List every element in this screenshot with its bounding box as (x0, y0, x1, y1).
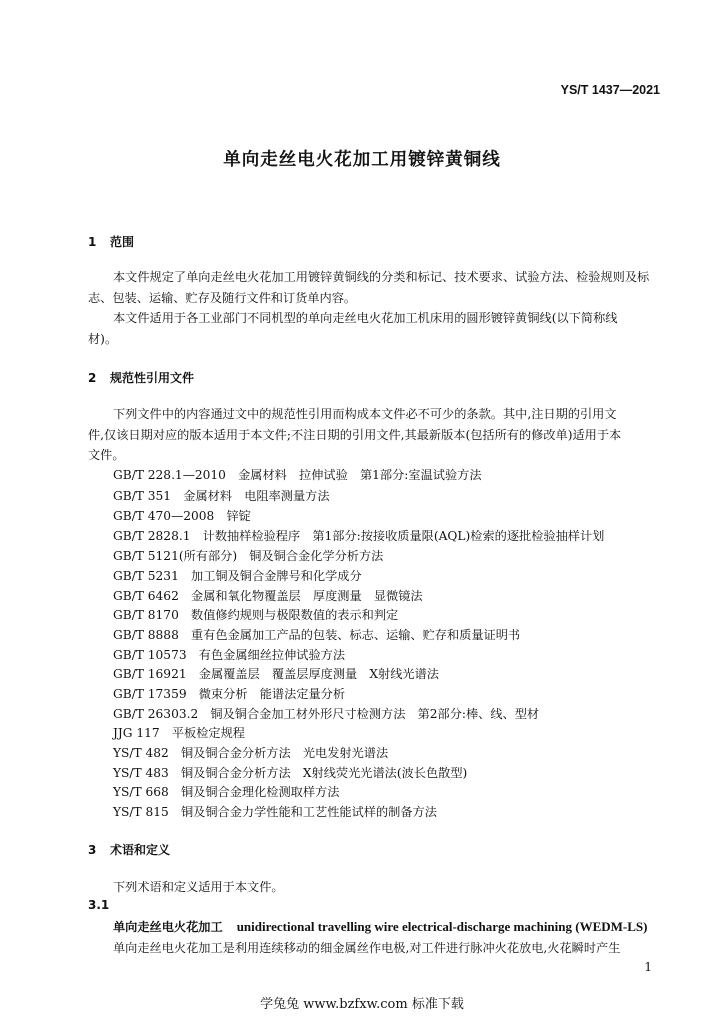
term-chinese: 单向走丝电火花加工 (113, 920, 223, 934)
reference-item: GB/T 16921 金属覆盖层 覆盖层厚度测量 X射线光谱法 (113, 667, 439, 681)
term-english: unidirectional travelling wire electrical-discharge machining (WEDM-LS) (236, 919, 648, 934)
paragraph-line: 材)。 (88, 332, 118, 346)
reference-item: GB/T 26303.2 铜及铜合金加工材外形尺寸检测方法 第2部分:棒、线、型材 (113, 707, 540, 721)
standard-number: YS/T 1437—2021 (560, 83, 660, 97)
reference-item: GB/T 470—2008 锌锭 (113, 509, 251, 523)
paragraph-line: 下列术语和定义适用于本文件。 (113, 880, 284, 894)
document-title: 单向走丝电火花加工用镀锌黄铜线 (223, 150, 501, 170)
reference-item: GB/T 10573 有色金属细丝拉伸试验方法 (113, 648, 346, 662)
reference-item: GB/T 8170 数值修约规则与极限数值的表示和判定 (113, 608, 399, 622)
reference-item: JJG 117 平板检定规程 (113, 726, 245, 740)
section-title: 术语和定义 (110, 843, 171, 857)
reference-item: GB/T 228.1—2010 金属材料 拉伸试验 第1部分:室温试验方法 (113, 468, 482, 482)
paragraph-line: 件,仅该日期对应的版本适用于本文件;不注日期的引用文件,其最新版本(包括所有的修改单)适用于本 (88, 428, 622, 442)
paragraph-line: 志、包装、运输、贮存及随行文件和订货单内容。 (88, 291, 357, 305)
reference-item: GB/T 2828.1 计数抽样检验程序 第1部分:按接收质量限(AQL)检索的逐批检验抽样计划 (113, 529, 605, 543)
reference-item: YS/T 815 铜及铜合金力学性能和工艺性能试样的制备方法 (113, 805, 437, 819)
reference-item: GB/T 5121(所有部分) 铜及铜合金化学分析方法 (113, 549, 384, 563)
page-number: 1 (644, 960, 652, 974)
reference-item: GB/T 17359 微束分析 能谱法定量分析 (113, 687, 346, 701)
section-3-heading (88, 841, 170, 858)
section-title: 规范性引用文件 (110, 371, 195, 385)
term-entry (113, 918, 647, 935)
reference-item: GB/T 8888 重有色金属加工产品的包装、标志、运输、贮存和质量证明书 (113, 628, 521, 642)
section-number: 3 (88, 843, 97, 857)
paragraph-line: 本文件适用于各工业部门不同机型的单向走丝电火花加工机床用的圆形镀锌黄铜线(以下简称线 (113, 311, 618, 325)
section-title: 范围 (110, 235, 135, 249)
section-number: 2 (88, 371, 97, 385)
paragraph-line: 文件。 (88, 448, 125, 462)
reference-item: YS/T 668 铜及铜合金理化检测取样方法 (113, 785, 340, 799)
paragraph-line: 本文件规定了单向走丝电火花加工用镀锌黄铜线的分类和标记、技术要求、试验方法、检验规则及标 (113, 270, 650, 284)
reference-item: YS/T 483 铜及铜合金分析方法 X射线荧光光谱法(波长色散型) (113, 766, 468, 780)
reference-item: GB/T 6462 金属和氧化物覆盖层 厚度测量 显微镜法 (113, 589, 423, 603)
reference-item: GB/T 5231 加工铜及铜合金牌号和化学成分 (113, 569, 362, 583)
section-2-heading (88, 369, 194, 386)
section-number: 1 (88, 235, 97, 249)
paragraph-line: 下列文件中的内容通过文中的规范性引用而构成本文件必不可少的条款。其中,注日期的引用文 (113, 407, 617, 421)
section-1-heading (88, 233, 134, 250)
reference-item: GB/T 351 金属材料 电阻率测量方法 (113, 489, 330, 503)
reference-item: YS/T 482 铜及铜合金分析方法 光电发射光谱法 (113, 746, 389, 760)
watermark-footer: 学兔兔 www.bzfxw.com 标准下载 (260, 997, 464, 1012)
term-number: 3.1 (88, 898, 110, 912)
term-definition: 单向走丝电火花加工是利用连续移动的细金属丝作电极,对工件进行脉冲火花放电,火花瞬时产生 (113, 941, 621, 955)
